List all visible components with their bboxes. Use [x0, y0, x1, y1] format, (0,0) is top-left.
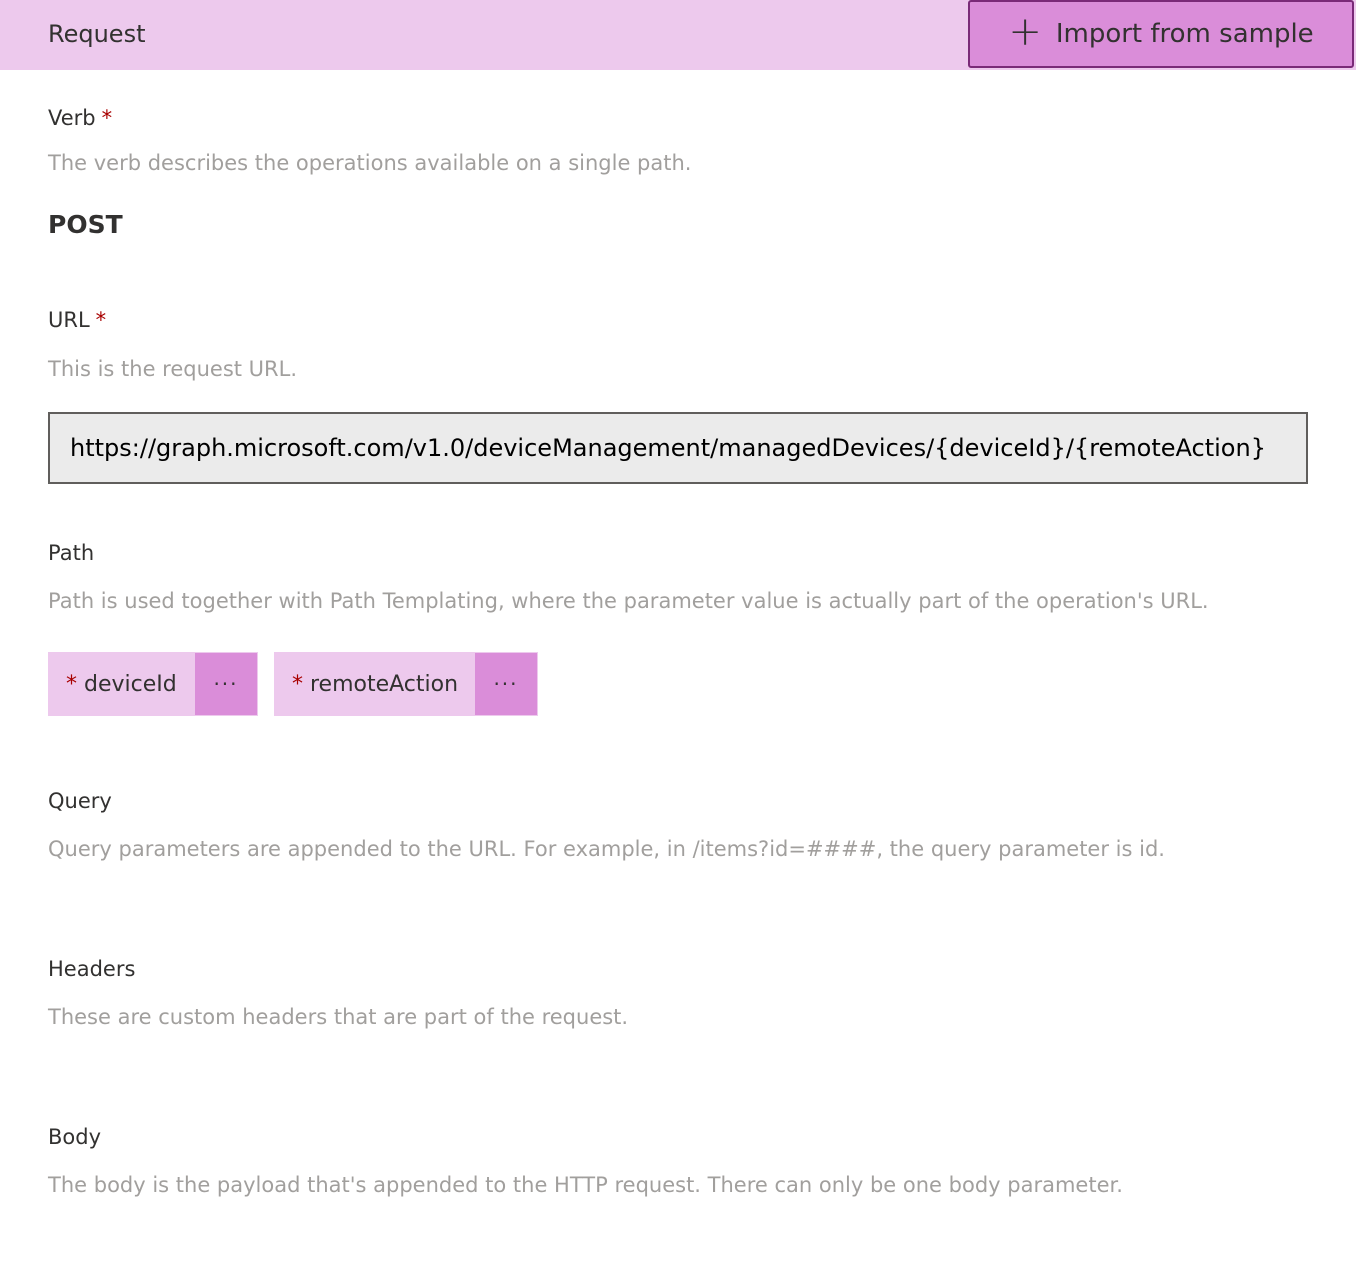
headers-label: Headers [48, 957, 136, 981]
path-param-chip[interactable] [274, 652, 538, 716]
body-label: Body [48, 1125, 102, 1149]
param-name: remoteAction [310, 671, 459, 697]
url-label [48, 308, 106, 332]
more-options-icon[interactable]: ··· [475, 653, 537, 715]
required-marker: * [95, 308, 107, 332]
headers-description: These are custom headers that are part of the request. [48, 1005, 629, 1029]
param-name-wrap [274, 672, 475, 697]
url-label-text: URL [48, 308, 90, 332]
verb-label [48, 106, 112, 130]
more-options-icon[interactable]: ··· [195, 653, 257, 715]
url-value: https://graph.microsoft.com/v1.0/deviceManagement/managedDevices/{deviceId}/{remoteAction} [70, 434, 1266, 462]
plus-icon: + [1008, 9, 1042, 55]
query-label: Query [48, 789, 112, 813]
verb-description: The verb describes the operations available on a single path. [48, 151, 692, 175]
url-description: This is the request URL. [48, 357, 298, 381]
verb-value: POST [48, 210, 123, 239]
required-marker: * [292, 671, 303, 697]
url-input[interactable] [48, 412, 1308, 484]
body-description: The body is the payload that's appended to the HTTP request. There can only be one body parameter. [48, 1173, 1123, 1197]
param-name: deviceId [84, 671, 177, 697]
path-description: Path is used together with Path Templating, where the parameter value is actually part of the operation's URL. [48, 589, 1209, 613]
required-marker: * [66, 671, 77, 697]
section-title: Request [48, 20, 146, 48]
request-header [0, 0, 1356, 70]
import-from-sample-button[interactable] [968, 0, 1354, 68]
query-description: Query parameters are appended to the URL. For example, in /items?id=####, the query parameter is id. [48, 837, 1165, 861]
param-name-wrap [48, 672, 195, 697]
path-param-chip[interactable] [48, 652, 258, 716]
import-label: Import from sample [1055, 19, 1314, 49]
required-marker: * [101, 106, 113, 130]
verb-label-text: Verb [48, 106, 96, 130]
path-label: Path [48, 541, 95, 565]
